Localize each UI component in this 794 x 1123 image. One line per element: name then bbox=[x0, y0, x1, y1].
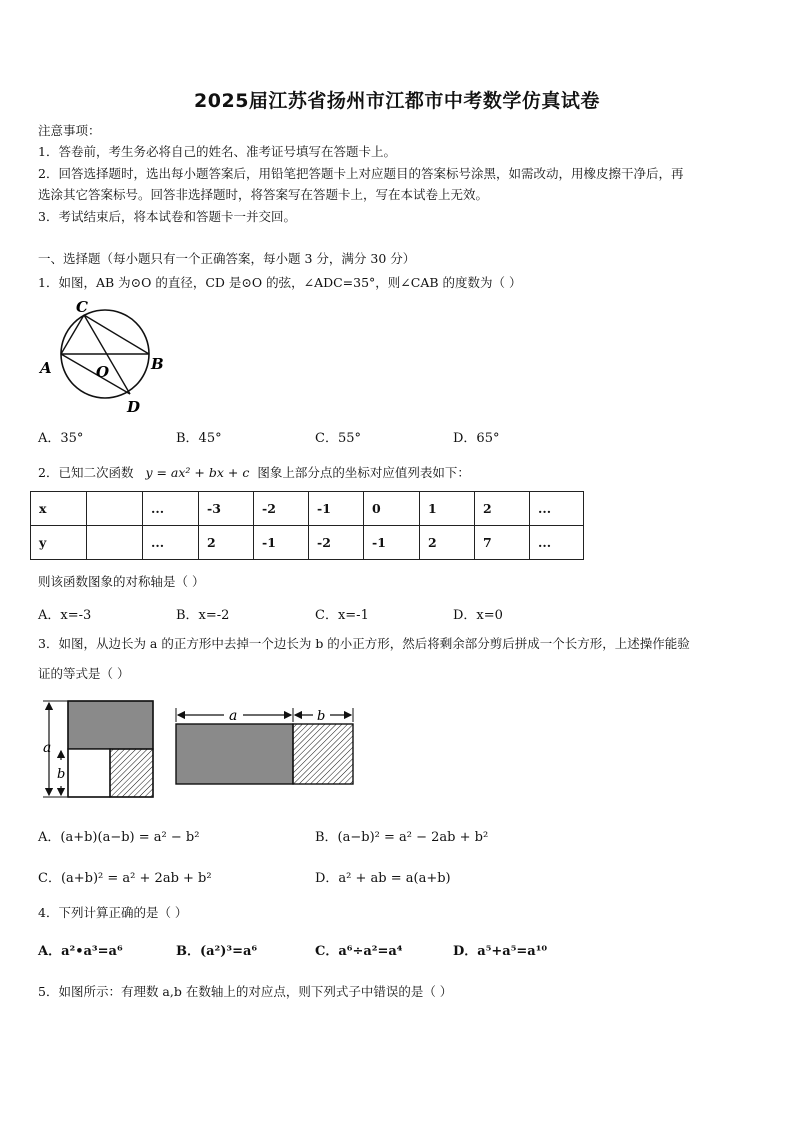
q5-stem: 5．如图所示：有理数 a,b 在数轴上的对应点，则下列式子中错误的是（ ） bbox=[38, 984, 453, 999]
table-cell: 1 bbox=[420, 492, 475, 526]
notice-item-2: 2．回答选择题时，选出每小题答案后，用铅笔把答题卡上对应题目的答案标号涂黑，如需改动，用橡皮擦干净后，再 bbox=[38, 166, 684, 181]
table-cell: ... bbox=[530, 526, 584, 560]
table-cell: 2 bbox=[199, 526, 254, 560]
q2-question: 则该函数图象的对称轴是（ ） bbox=[38, 574, 205, 589]
q2-option-a: A．x=-3 bbox=[38, 608, 92, 623]
notice-item-1: 1．答卷前，考生务必将自己的姓名、准考证号填写在答题卡上。 bbox=[38, 144, 396, 159]
label-o: O bbox=[96, 363, 110, 381]
q3-option-a: A．(a+b)(a−b) = a² − b² bbox=[38, 830, 200, 845]
q2-option-c: C．x=-1 bbox=[315, 608, 369, 623]
q3-option-b: B．(a−b)² = a² − 2ab + b² bbox=[315, 830, 489, 845]
q4-stem: 4．下列计算正确的是（ ） bbox=[38, 905, 188, 920]
label-b: B bbox=[151, 355, 164, 373]
table-cell: 0 bbox=[364, 492, 420, 526]
table-cell: -1 bbox=[364, 526, 420, 560]
q1-stem: 1．如图，AB 为⊙O 的直径，CD 是⊙O 的弦，∠ADC=35°，则∠CAB 的度数为（ ） bbox=[38, 275, 522, 290]
table-cell bbox=[87, 492, 143, 526]
section-heading: 一、选择题（每小题只有一个正确答案，每小题 3 分，满分 30 分） bbox=[38, 251, 416, 266]
page-title: 2025届江苏省扬州市江都市中考数学仿真试卷 bbox=[194, 90, 600, 112]
q2-option-d: D．x=0 bbox=[453, 608, 503, 623]
table-cell: -1 bbox=[254, 526, 309, 560]
segment-ac bbox=[61, 315, 84, 354]
label-d: D bbox=[127, 398, 141, 416]
q1-option-a: A．35° bbox=[38, 431, 84, 446]
q2-value-table bbox=[30, 491, 584, 560]
q4-option-c: C．a⁶÷a²=a⁴ bbox=[315, 944, 403, 959]
q3-option-d: D．a² + ab = a(a+b) bbox=[315, 871, 451, 886]
q4-option-b: B．(a²)³=a⁶ bbox=[176, 944, 258, 959]
q2-option-b: B．x=-2 bbox=[176, 608, 230, 623]
table-cell: ... bbox=[143, 492, 199, 526]
table-cell: -2 bbox=[309, 526, 364, 560]
rectangle-hatched bbox=[293, 724, 353, 784]
table-cell: 2 bbox=[420, 526, 475, 560]
table-cell: ... bbox=[530, 492, 584, 526]
table-row bbox=[31, 526, 584, 560]
notice-item-2-cont: 选涂其它答案标号。回答非选择题时，将答案写在答题卡上，写在本试卷上无效。 bbox=[38, 187, 489, 202]
label-b-left: b bbox=[57, 767, 66, 782]
table-cell bbox=[87, 526, 143, 560]
table-cell: 7 bbox=[475, 526, 530, 560]
label-c: C bbox=[76, 298, 88, 316]
q2-stem-prefix: 2．已知二次函数 bbox=[38, 465, 134, 480]
table-cell: -2 bbox=[254, 492, 309, 526]
table-cell: x bbox=[31, 492, 87, 526]
label-a-top: a bbox=[229, 708, 238, 724]
q4-option-a: A．a²•a³=a⁶ bbox=[38, 944, 123, 959]
table-cell: -1 bbox=[309, 492, 364, 526]
table-cell: ... bbox=[143, 526, 199, 560]
q3-stem-line1: 3．如图，从边长为 a 的正方形中去掉一个边长为 b 的小正方形，然后将剩余部分剪后拼成一个长方形，上述操作能验 bbox=[38, 636, 690, 651]
notice-heading: 注意事项： bbox=[38, 123, 101, 138]
q3-option-c: C．(a+b)² = a² + 2ab + b² bbox=[38, 871, 212, 886]
square-bottom-left bbox=[68, 749, 110, 797]
table-cell: y bbox=[31, 526, 87, 560]
q3-stem-line2: 证的等式是（ ） bbox=[38, 666, 130, 681]
notice-item-3: 3．考试结束后，将本试卷和答题卡一并交回。 bbox=[38, 209, 296, 224]
q1-option-b: B．45° bbox=[176, 431, 222, 446]
q4-option-d: D．a⁵+a⁵=a¹⁰ bbox=[453, 944, 548, 959]
q1-option-d: D．65° bbox=[453, 431, 500, 446]
q2-stem-suffix: 图象上部分点的坐标对应值列表如下： bbox=[257, 465, 470, 480]
table-row bbox=[31, 492, 584, 526]
label-a: A bbox=[40, 359, 52, 377]
table-cell: -3 bbox=[199, 492, 254, 526]
small-square-removed bbox=[110, 749, 153, 797]
rectangle-shaded bbox=[176, 724, 293, 784]
q2-stem bbox=[38, 463, 470, 481]
q2-formula: y = ax² + bx + c bbox=[145, 465, 250, 480]
q1-option-c: C．55° bbox=[315, 431, 361, 446]
label-a-left: a bbox=[43, 740, 52, 756]
square-top-shaded bbox=[68, 701, 153, 749]
label-b-top: b bbox=[317, 709, 326, 724]
segment-cb bbox=[84, 315, 149, 354]
q1-circle-figure bbox=[34, 296, 174, 418]
table-cell: 2 bbox=[475, 492, 530, 526]
q3-square-figure bbox=[38, 694, 368, 804]
